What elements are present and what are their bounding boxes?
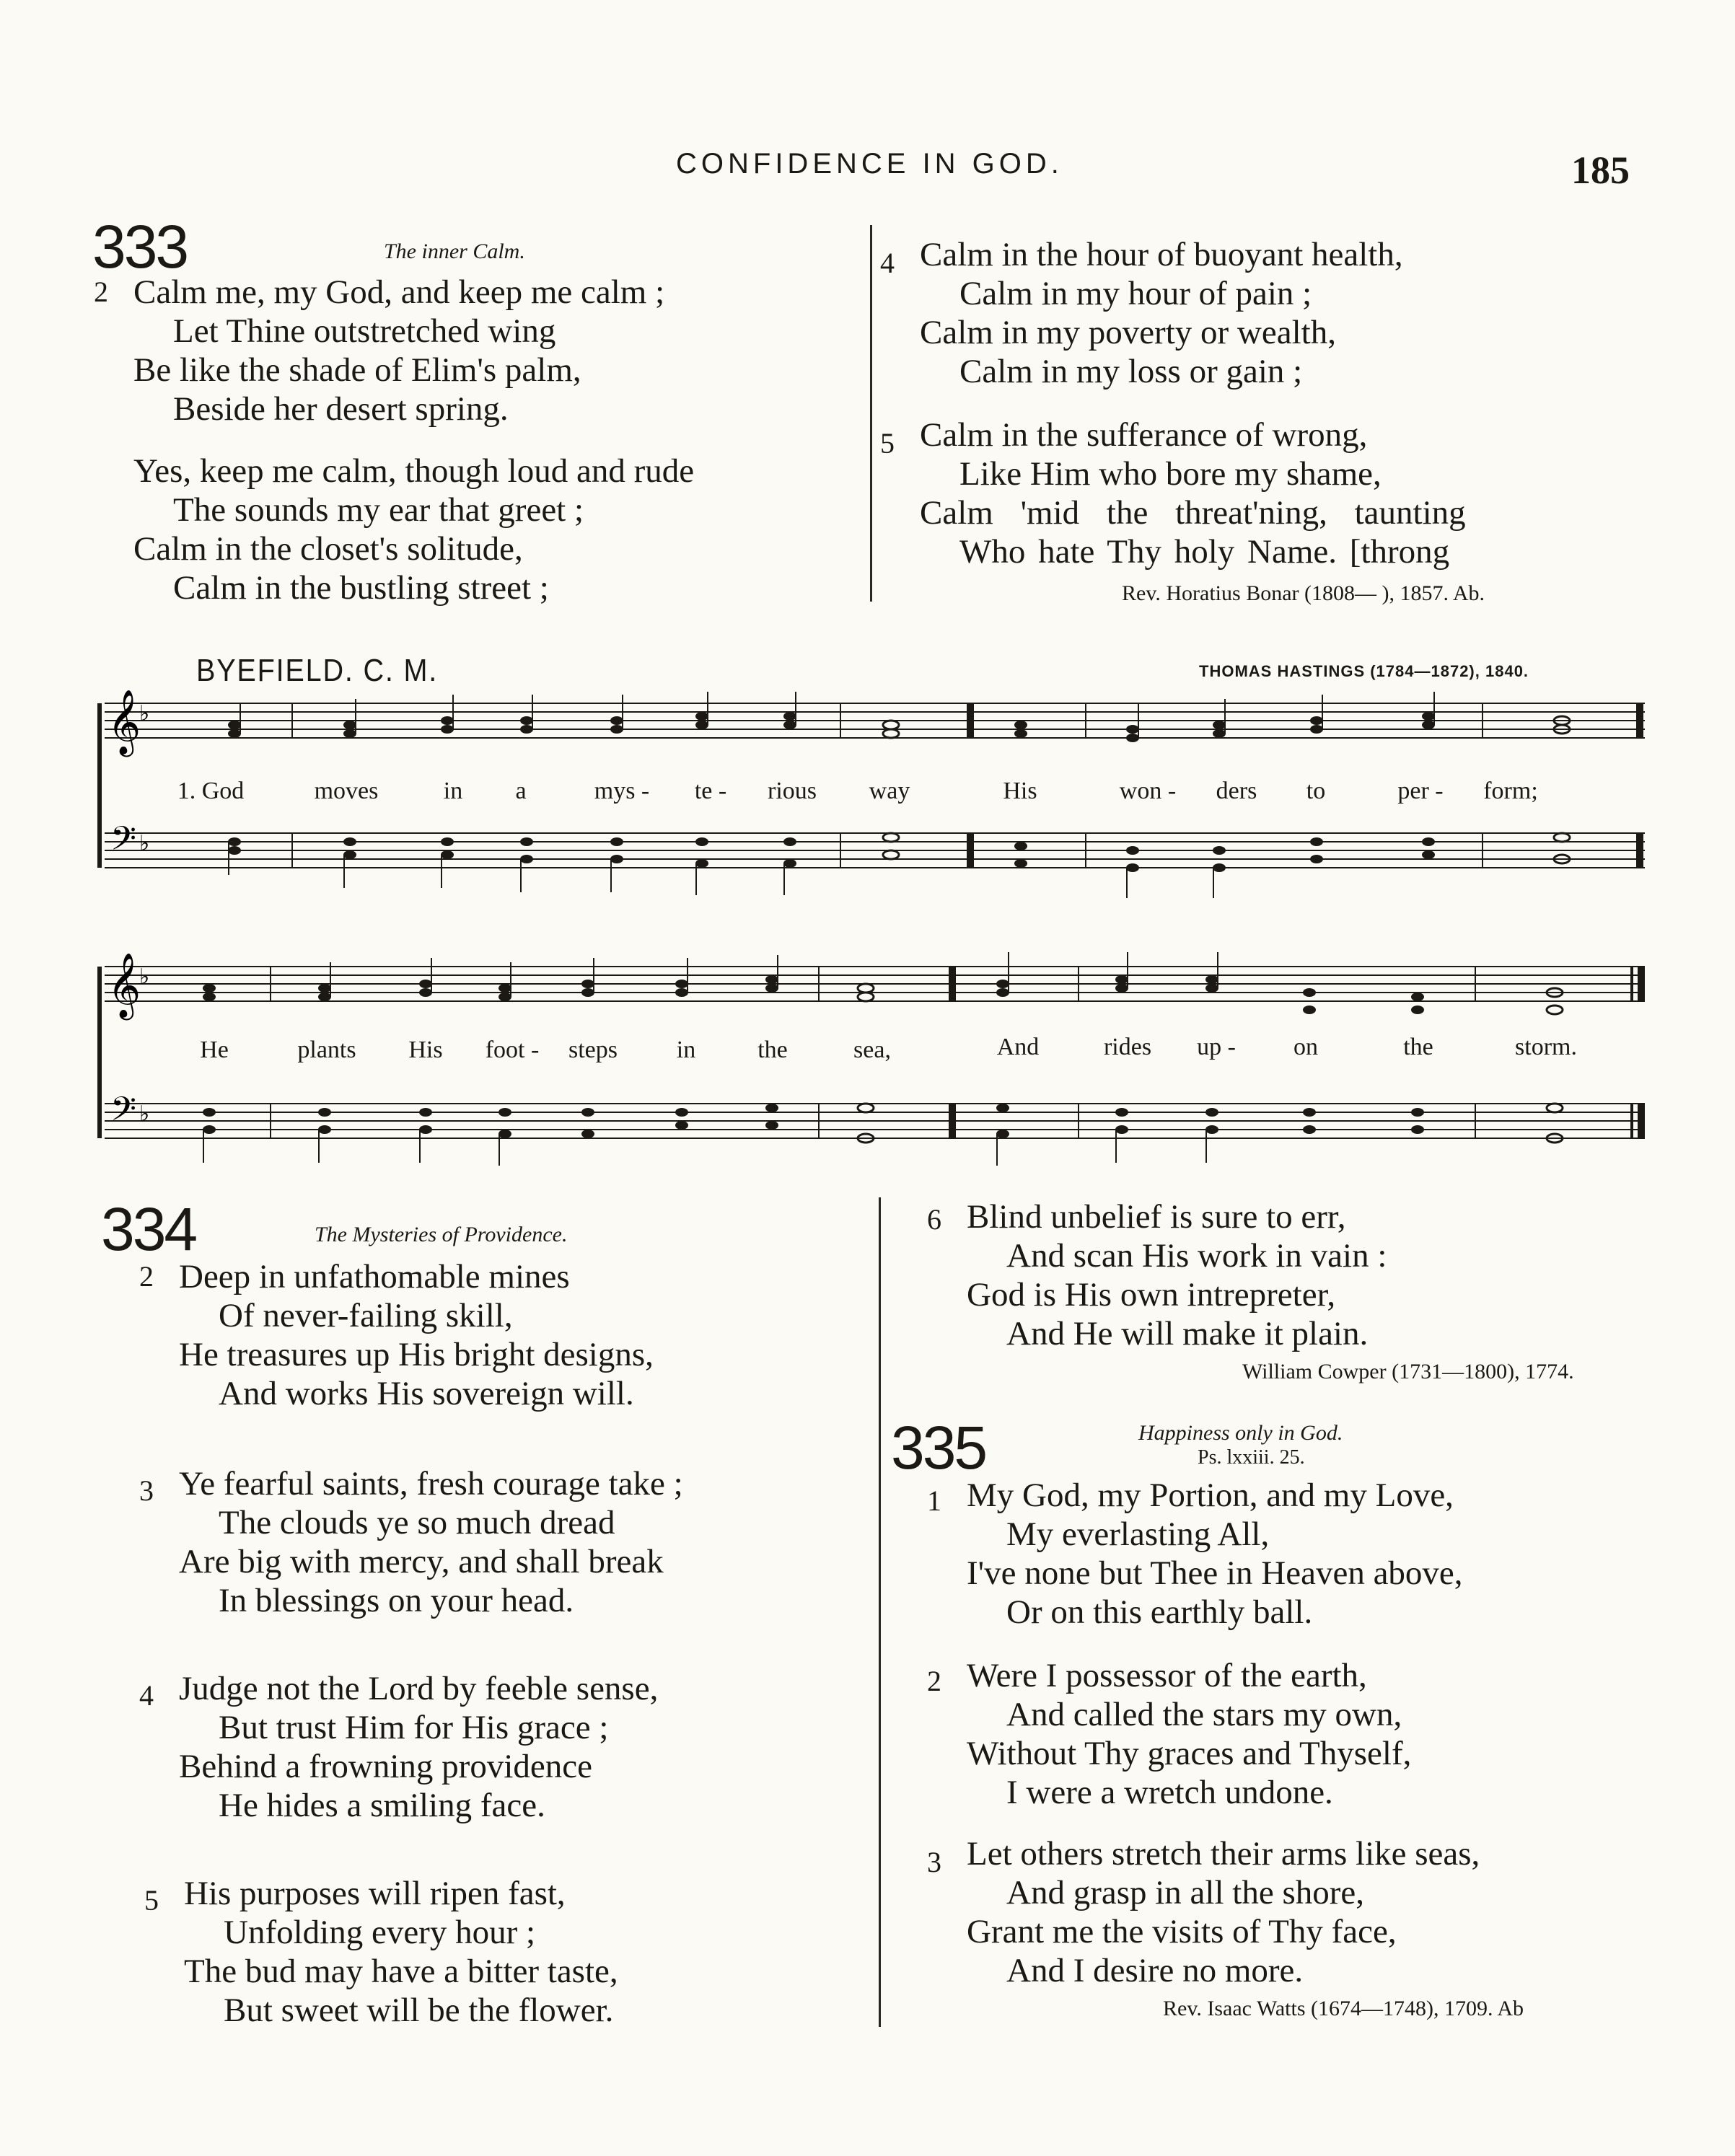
- lyric-syllable: His: [1003, 778, 1037, 804]
- stanza-number: 6: [927, 1203, 941, 1236]
- stanza-line: Ye fearful saints, fresh courage take ;: [179, 1465, 683, 1502]
- lyric-syllable: on: [1293, 1034, 1318, 1060]
- lyric-syllable: He: [200, 1037, 229, 1063]
- stanza-number: 5: [144, 1884, 159, 1917]
- column-divider: [870, 225, 872, 602]
- lyric-syllable: foot -: [485, 1037, 540, 1063]
- stanza-line: Judge not the Lord by feeble sense,: [179, 1670, 659, 1707]
- stanza-number: 2: [94, 276, 108, 308]
- lyric-syllable: in: [443, 778, 463, 804]
- hymn-333-author: Rev. Horatius Bonar (1808— ), 1857. Ab.: [1122, 581, 1485, 605]
- lyric-syllable: mys -: [594, 778, 650, 804]
- stanza-line: But trust Him for His grace ;: [219, 1709, 609, 1746]
- hymn-333-stanza-3: [133, 452, 694, 607]
- stanza-line: Calm in the bustling street ;: [173, 569, 549, 607]
- bass-clef-icon: 𝄢: [110, 821, 137, 866]
- lyric-syllable: the: [1403, 1034, 1433, 1060]
- stanza-line: Calm 'mid the threat'ning, taunting: [920, 494, 1466, 532]
- stanza-line: Deep in unfathomable mines: [179, 1258, 570, 1295]
- stanza-line: He hides a smiling face.: [219, 1787, 545, 1824]
- stanza-number: 2: [927, 1665, 941, 1697]
- stanza-line: The sounds my ear that greet ;: [173, 491, 584, 529]
- tune-composer: THOMAS HASTINGS (1784—1872), 1840.: [1199, 662, 1529, 680]
- page-number: 185: [1571, 149, 1630, 192]
- hymn-333-stanza-2: [94, 273, 665, 428]
- stanza-line: Were I possessor of the earth,: [967, 1657, 1367, 1694]
- hymn-333-stanza-5: [880, 415, 1466, 571]
- stanza-line: I were a wretch undone.: [1006, 1774, 1333, 1811]
- lyric-syllable: steps: [568, 1037, 618, 1063]
- hymn-335-number: 335: [891, 1414, 986, 1482]
- lyric-syllable: rious: [768, 778, 817, 804]
- lyric-syllable: And: [996, 1034, 1040, 1060]
- stanza-line: Calm in my hour of pain ;: [959, 275, 1312, 312]
- hymn-335-reference: Ps. lxxiii. 25.: [1198, 1446, 1305, 1469]
- lyric-syllable: up -: [1197, 1034, 1236, 1060]
- note-heads: [203, 975, 1424, 1138]
- column-divider: [879, 1197, 881, 2027]
- stanza-line: Behind a frowning providence: [179, 1748, 592, 1785]
- hymn-334-stanza-4: [139, 1669, 659, 1825]
- stanza-line: Yes, keep me calm, though loud and rude: [133, 452, 695, 490]
- treble-clef-icon: 𝄞: [107, 954, 141, 1016]
- stanza-line: Let others stretch their arms like seas,: [967, 1835, 1480, 1873]
- key-flat-icon: ♭: [139, 702, 150, 726]
- hymn-334-number: 334: [101, 1195, 196, 1263]
- stanza-line: Calm in my loss or gain ;: [959, 353, 1303, 390]
- tune-name: BYEFIELD. C. M.: [196, 653, 439, 688]
- stanza-line: Calm in the closet's solitude,: [133, 530, 523, 568]
- stanza-number: 2: [139, 1260, 154, 1293]
- lyric-syllable: the: [757, 1037, 788, 1063]
- stanza-line: But sweet will be the flower.: [224, 1992, 614, 2029]
- stanza-line: Grant me the visits of Thy face,: [967, 1913, 1397, 1950]
- hymn-333-stanza-4: [880, 235, 1403, 391]
- lyric-syllable: per -: [1397, 778, 1444, 804]
- lyric-syllable: 1. God: [177, 778, 245, 804]
- stanza-line: Let Thine outstretched wing: [173, 312, 556, 350]
- stanza-number: 4: [139, 1679, 154, 1712]
- half-notes: [858, 984, 1563, 1143]
- stanza-line: Calm in the sufferance of wrong,: [920, 416, 1368, 454]
- stanza-line: Calm in the hour of buoyant health,: [920, 236, 1403, 273]
- hymn-334-stanza-5: [144, 1874, 618, 2030]
- hymn-335-stanza-3: [927, 1834, 1480, 1990]
- stanza-line: And He will make it plain.: [1006, 1315, 1369, 1352]
- stanza-line: His purposes will ripen fast,: [184, 1875, 566, 1912]
- lyric-syllable: rides: [1103, 1034, 1152, 1060]
- hymn-335-author: Rev. Isaac Watts (1674—1748), 1709. Ab: [1163, 1997, 1524, 2020]
- lyric-syllable: His: [408, 1037, 443, 1063]
- hymn-334-stanza-3: [139, 1464, 683, 1620]
- running-header: CONFIDENCE IN GOD.: [676, 148, 1063, 180]
- hymn-334-author: William Cowper (1731—1800), 1774.: [1242, 1360, 1574, 1383]
- lyric-syllable: form;: [1483, 778, 1538, 804]
- stanza-line: I've none but Thee in Heaven above,: [967, 1554, 1463, 1592]
- lyric-syllable: te -: [694, 778, 727, 804]
- hymn-333-number: 333: [92, 213, 188, 281]
- hymn-335-title: Happiness only in God.: [1138, 1421, 1343, 1445]
- bass-clef-icon: 𝄢: [110, 1091, 137, 1136]
- stanza-line: Calm in my poverty or wealth,: [920, 314, 1336, 351]
- key-flat-icon: ♭: [139, 832, 150, 855]
- stanza-line: Without Thy graces and Thyself,: [967, 1735, 1412, 1772]
- hymn-335-stanza-2: [927, 1656, 1412, 1812]
- lyric-syllable: in: [676, 1037, 696, 1063]
- stanza-line: Of never-failing skill,: [219, 1297, 513, 1334]
- stanza-line: Be like the shade of Elim's palm,: [133, 351, 581, 389]
- hymn-334-title: The Mysteries of Providence.: [315, 1223, 568, 1246]
- stanza-number: 3: [139, 1474, 154, 1507]
- lyric-syllable: ders: [1216, 778, 1257, 804]
- lyric-syllable: plants: [297, 1037, 356, 1063]
- lyric-syllable: sea,: [853, 1037, 891, 1063]
- stanza-line: And works His sovereign will.: [219, 1375, 634, 1412]
- stanza-line: My God, my Portion, and my Love,: [967, 1477, 1454, 1514]
- stanza-line: Blind unbelief is sure to err,: [967, 1198, 1346, 1236]
- key-flat-icon: ♭: [139, 1102, 150, 1126]
- stanza-line: And called the stars my own,: [1006, 1696, 1402, 1733]
- hymn-334-stanza-6: [927, 1197, 1387, 1353]
- stanza-number: 5: [880, 427, 895, 459]
- stanza-number: 1: [927, 1484, 941, 1517]
- stanza-line: And grasp in all the shore,: [1006, 1874, 1365, 1911]
- lyric-syllable: way: [869, 778, 910, 804]
- stanza-number: 4: [880, 247, 895, 279]
- treble-clef-icon: 𝄞: [107, 690, 141, 753]
- stanza-line: He treasures up His bright designs,: [179, 1336, 654, 1373]
- stanza-line: Who hate Thy holy Name. [throng: [959, 533, 1450, 571]
- hymn-335-stanza-1: [927, 1476, 1463, 1632]
- stanza-line: And scan His work in vain :: [1006, 1237, 1387, 1275]
- lyric-syllable: storm.: [1515, 1034, 1577, 1060]
- lyric-syllable: to: [1306, 778, 1326, 804]
- stanza-line: The clouds ye so much dread: [219, 1504, 615, 1541]
- stanza-line: In blessings on your head.: [219, 1582, 574, 1619]
- stanza-number: 3: [927, 1846, 941, 1878]
- stanza-line: And I desire no more.: [1006, 1952, 1304, 1989]
- stanza-line: The bud may have a bitter taste,: [184, 1953, 618, 1990]
- hymn-334-stanza-2: [139, 1257, 654, 1413]
- stanza-line: Are big with mercy, and shall break: [179, 1543, 664, 1580]
- stanza-line: Like Him who bore my shame,: [959, 455, 1382, 493]
- key-flat-icon: ♭: [139, 965, 150, 989]
- hymn-333-title: The inner Calm.: [384, 239, 525, 263]
- lyric-syllable: a: [515, 778, 527, 804]
- stanza-line: God is His own intrepreter,: [967, 1276, 1336, 1314]
- stanza-line: Unfolding every hour ;: [224, 1914, 536, 1951]
- stanza-line: Or on this earthly ball.: [1006, 1593, 1313, 1631]
- lyric-syllable: moves: [314, 778, 379, 804]
- stanza-line: My everlasting All,: [1006, 1515, 1270, 1553]
- stanza-line: Calm me, my God, and keep me calm ;: [133, 273, 665, 311]
- lyric-syllable: won -: [1119, 778, 1177, 804]
- stanza-line: Beside her desert spring.: [173, 390, 509, 428]
